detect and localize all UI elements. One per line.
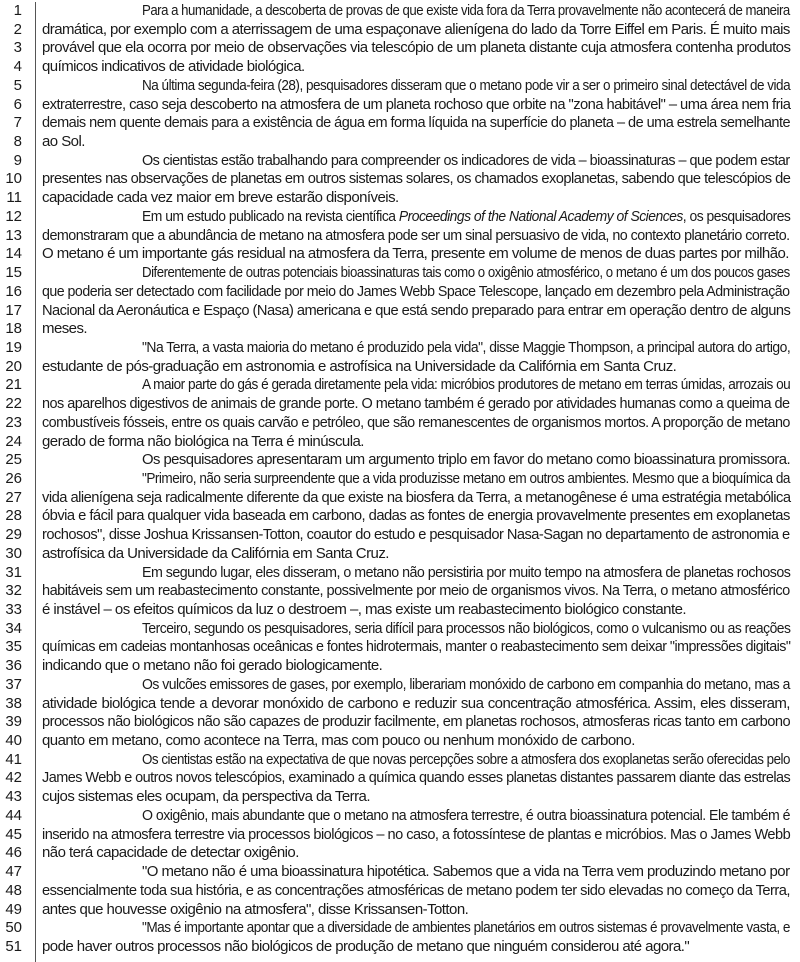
line-text bbox=[142, 208, 790, 227]
line-number: 39 bbox=[5, 713, 22, 731]
line-number: 19 bbox=[5, 338, 22, 356]
line-number: 51 bbox=[5, 937, 22, 955]
line-text: gerado de forma não biológica na Terra é minúscula. bbox=[42, 432, 364, 450]
text-line bbox=[0, 208, 800, 227]
text-line bbox=[0, 245, 800, 264]
line-number: 22 bbox=[5, 395, 22, 413]
line-text: extraterrestre, caso seja descoberto na atmosfera de um planeta rochoso que orbite na "zona habitável" – uma área nem fria bbox=[42, 95, 791, 113]
line-number: 7 bbox=[13, 114, 22, 132]
line-text: "Na Terra, a vasta maioria do metano é produzido pela vida", disse Maggie Thompson, a principal autora do artigo, bbox=[142, 338, 791, 356]
line-number: 12 bbox=[5, 207, 22, 225]
text-line bbox=[0, 526, 800, 545]
line-text: O oxigênio, mais abundante que o metano na atmosfera terrestre, é outra bioassinatura potencial. Ele também é bbox=[142, 806, 790, 824]
text-line bbox=[0, 732, 800, 751]
line-number: 49 bbox=[5, 900, 22, 918]
text-line bbox=[0, 938, 800, 957]
journal-title: Proceedings of the National Academy of Sciences bbox=[398, 207, 683, 225]
text-line bbox=[0, 227, 800, 246]
text-line bbox=[0, 620, 800, 639]
line-text: presentes nas observações de planetas em outros sistemas solares, os chamados exoplanetas, sabendo que telescópios de bbox=[42, 170, 791, 188]
line-number: 36 bbox=[5, 657, 22, 675]
line-text: O metano é um importante gás residual na atmosfera da Terra, presente em volume de menos de duas partes por milhão. bbox=[42, 245, 789, 263]
line-number: 21 bbox=[5, 376, 22, 394]
line-text: demonstraram que a abundância de metano na atmosfera pode ser um sinal persuasivo de vida, no contexto planetário correto. bbox=[42, 226, 790, 244]
line-number: 40 bbox=[5, 732, 22, 750]
line-text: essencialmente toda sua história, e as concentrações atmosféricas de metano podem ter sido elevadas no começo da Terra, bbox=[42, 881, 790, 899]
line-number: 25 bbox=[5, 451, 22, 469]
line-text: químicos indicativos de atividade biológica. bbox=[42, 58, 305, 76]
line-text: Na última segunda-feira (28), pesquisadores disseram que o metano pode vir a ser o primeiro sinal detectável de vida bbox=[142, 76, 791, 94]
line-number: 42 bbox=[5, 769, 22, 787]
line-text: processos não biológicos não são capazes de produzir facilmente, em planetas rochosos, atmosferas ricas tanto em carbono bbox=[42, 713, 791, 731]
line-number: 5 bbox=[13, 76, 22, 94]
line-text: Os cientistas estão trabalhando para compreender os indicadores de vida – bioassinaturas – que podem estar bbox=[142, 151, 790, 169]
line-number: 24 bbox=[5, 432, 22, 450]
text-line bbox=[0, 451, 800, 470]
text-line bbox=[0, 713, 800, 732]
text-line bbox=[0, 807, 800, 826]
line-text: atividade biológica tende a devorar monóxido de carbono e reduzir sua concentração atmosférica. Assim, eles disseram, bbox=[42, 694, 790, 712]
line-number: 11 bbox=[6, 189, 22, 207]
text-line bbox=[0, 152, 800, 171]
line-text: capacidade cada vez maior em breve estarão disponíveis. bbox=[42, 189, 399, 207]
line-text: provável que ela ocorra por meio de observações via telescópio de um planeta distante cuja atmosfera contenha produtos bbox=[42, 39, 791, 57]
text-line bbox=[0, 170, 800, 189]
line-number: 29 bbox=[5, 526, 22, 544]
line-number: 45 bbox=[5, 825, 22, 843]
line-text: quanto em metano, como acontece na Terra, mas com pouco ou nenhum monóxido de carbono. bbox=[42, 732, 635, 750]
line-text: dramática, por exemplo com a aterrissagem de uma espaçonave alienígena do lado da Torre Eiffel em Paris. É muito mais bbox=[42, 20, 790, 38]
text-line bbox=[0, 826, 800, 845]
line-number: 48 bbox=[5, 881, 22, 899]
text-line bbox=[0, 39, 800, 58]
text-line bbox=[0, 264, 800, 283]
line-number: 8 bbox=[13, 133, 22, 151]
text-line bbox=[0, 58, 800, 77]
line-text: é instável – os efeitos químicos da luz o destroem –, mas existe um reabastecimento biológico constante. bbox=[42, 601, 686, 618]
line-number: 35 bbox=[5, 638, 22, 656]
line-number: 38 bbox=[5, 694, 22, 712]
line-text: inserido na atmosfera terrestre via processos biológicos – no caso, a fotossíntese de plantas e micróbios. Mas o James Webb bbox=[42, 825, 791, 843]
line-text: Os pesquisadores apresentaram um argumento triplo em favor do metano como bioassinatura promissora. bbox=[142, 451, 791, 469]
line-text: Os vulcões emissores de gases, por exemplo, liberariam monóxido de carbono em companhia do metano, mas a bbox=[142, 675, 790, 693]
text-line bbox=[0, 545, 800, 564]
line-number: 15 bbox=[5, 264, 22, 282]
line-number: 41 bbox=[5, 750, 22, 768]
line-number: 18 bbox=[5, 320, 22, 338]
text-line bbox=[0, 358, 800, 377]
text-line bbox=[0, 695, 800, 714]
text-line bbox=[0, 133, 800, 152]
text-line bbox=[0, 564, 800, 583]
line-text: James Webb e outros novos telescópios, examinado a química quando esses planetas distantes passarem diante das estrelas bbox=[42, 769, 791, 787]
line-text: antes que houvesse oxigênio na atmosfera", disse Krissansen-Totton. bbox=[42, 900, 469, 918]
text-line bbox=[0, 2, 800, 21]
line-number: 33 bbox=[5, 601, 22, 618]
line-number: 13 bbox=[5, 226, 22, 244]
line-number: 3 bbox=[13, 39, 22, 57]
text-line bbox=[0, 844, 800, 863]
line-number: 6 bbox=[13, 95, 22, 113]
line-text: "O metano não é uma bioassinatura hipotética. Sabemos que a vida na Terra vem produzindo metano por bbox=[142, 863, 790, 881]
line-number: 37 bbox=[5, 675, 22, 693]
line-number: 32 bbox=[5, 582, 22, 600]
line-text: cujos sistemas eles ocupam, da perspectiva da Terra. bbox=[42, 788, 370, 806]
line-text: vida alienígena seja radicalmente diferente da que existe na biosfera da Terra, a metanogênese é uma estratégia metabólica bbox=[42, 488, 791, 506]
line-text-part: , os pesquisadores bbox=[682, 207, 791, 225]
text-line bbox=[0, 189, 800, 208]
line-text: Para a humanidade, a descoberta de provas de que existe vida fora da Terra provavelmente não acontecerá de maneira bbox=[142, 2, 790, 19]
text-line bbox=[0, 320, 800, 339]
line-text: Terceiro, segundo os pesquisadores, seria difícil para processos não biológicos, como o vulcanismo ou as reações bbox=[142, 619, 791, 637]
line-text: químicas em cadeias montanhosas oceânicas e fontes hidrotermais, manter o reabastecimento sem deixar "impressões digitais" bbox=[42, 638, 791, 656]
line-text: Em segundo lugar, eles disseram, o metano não persistiria por muito tempo na atmosfera de planetas rochosos bbox=[142, 563, 791, 581]
line-text: que poderia ser detectado com facilidade por meio do James Webb Space Telescope, lançado em dezembro pela Administração bbox=[42, 282, 790, 300]
line-text: habitáveis sem um reabastecimento constante, possivelmente por meio de organismos vivos. Na Terra, o metano atmosférico bbox=[42, 582, 790, 600]
line-number: 1 bbox=[13, 2, 22, 19]
line-number: 2 bbox=[13, 20, 22, 38]
line-text: demais nem quente demais para a existência de água em forma líquida na superfície do planeta – de uma estrela semelhante bbox=[42, 114, 791, 132]
line-number: 26 bbox=[5, 469, 22, 487]
text-line bbox=[0, 21, 800, 40]
line-number: 10 bbox=[5, 170, 22, 188]
line-number: 47 bbox=[5, 863, 22, 881]
text-line bbox=[0, 769, 800, 788]
line-text: Diferentemente de outras potenciais bioassinaturas tais como o oxigênio atmosférico, o metano é um dos poucos gases bbox=[142, 264, 790, 282]
text-line bbox=[0, 882, 800, 901]
line-number: 28 bbox=[5, 507, 22, 525]
text-line bbox=[0, 283, 800, 302]
line-number: 46 bbox=[5, 844, 22, 862]
line-number: 44 bbox=[5, 806, 22, 824]
text-line bbox=[0, 657, 800, 676]
text-line bbox=[0, 582, 800, 601]
line-text: rochosos", disse Joshua Krissansen-Totton, coautor do estudo e pesquisador Nasa-Sagan no departamento de astronomia e bbox=[42, 526, 790, 544]
text-line bbox=[0, 919, 800, 938]
text-line bbox=[0, 489, 800, 508]
text-line bbox=[0, 433, 800, 452]
text-line bbox=[0, 414, 800, 433]
line-text: nos aparelhos digestivos de animais de grande porte. O metano também é gerado por atividades humanas como a queima de bbox=[42, 395, 790, 413]
text-line bbox=[0, 96, 800, 115]
line-number: 9 bbox=[13, 151, 22, 169]
text-line bbox=[0, 114, 800, 133]
text-line bbox=[0, 788, 800, 807]
text-line bbox=[0, 676, 800, 695]
line-number: 17 bbox=[5, 301, 22, 319]
line-text: "Primeiro, não seria surpreendente que a vida produzisse metano em outros ambientes. Mesmo que a bioquímica da bbox=[142, 469, 790, 487]
line-text: "Mas é importante apontar que a diversidade de ambientes planetários em outros sistemas é provavelmente vasta, e bbox=[142, 919, 790, 937]
line-text: Nacional da Aeronáutica e Espaço (Nasa) americana e que está sendo preparado para entrar em operação dentro de alguns bbox=[42, 301, 791, 319]
text-line bbox=[0, 395, 800, 414]
line-text: óbvia e fácil para qualquer vida baseada em carbono, dadas as fontes de energia provavelmente presentes em exoplanetas bbox=[42, 507, 790, 525]
line-text: não terá capacidade de detectar oxigênio. bbox=[42, 844, 299, 862]
line-number: 34 bbox=[5, 619, 22, 637]
text-line bbox=[0, 863, 800, 882]
text-line bbox=[0, 507, 800, 526]
text-line bbox=[0, 601, 800, 620]
line-text: pode haver outros processos não biológicos de produção de metano que ninguém considerou até agora." bbox=[42, 937, 690, 955]
numbered-text-body bbox=[0, 2, 800, 957]
line-number: 4 bbox=[13, 58, 22, 76]
text-line bbox=[0, 302, 800, 321]
line-text: A maior parte do gás é gerada diretamente pela vida: micróbios produtores de metano em terras úmidas, arrozais ou bbox=[142, 376, 791, 394]
text-line bbox=[0, 751, 800, 770]
line-text: estudante de pós-graduação em astronomia e astrofísica na Universidade da Califórnia em Santa Cruz. bbox=[42, 357, 677, 375]
text-line bbox=[0, 77, 800, 96]
line-number: 31 bbox=[5, 563, 22, 581]
line-text: Os cientistas estão na expectativa de que novas percepções sobre a atmosfera dos exoplanetas serão oferecidas pelo bbox=[142, 750, 790, 768]
line-text: ao Sol. bbox=[42, 133, 85, 151]
text-line bbox=[0, 339, 800, 358]
text-line bbox=[0, 470, 800, 489]
line-text-part: Em um estudo publicado na revista científica bbox=[142, 207, 399, 225]
line-number: 14 bbox=[5, 245, 22, 263]
line-text: meses. bbox=[42, 320, 88, 338]
line-number: 23 bbox=[5, 413, 22, 431]
line-number: 43 bbox=[5, 788, 22, 806]
line-number: 50 bbox=[5, 919, 22, 937]
line-number: 30 bbox=[5, 544, 22, 562]
text-line bbox=[0, 901, 800, 920]
line-number: 27 bbox=[5, 488, 22, 506]
document-page bbox=[0, 2, 800, 957]
line-text: indicando que o metano não foi gerado biologicamente. bbox=[42, 657, 383, 675]
line-number: 16 bbox=[5, 282, 22, 300]
line-text: combustíveis fósseis, entre os quais carvão e petróleo, que são remanescentes de organismos mortos. A proporção de metano bbox=[42, 413, 790, 431]
text-line bbox=[0, 638, 800, 657]
line-text: astrofísica da Universidade da Califórnia em Santa Cruz. bbox=[42, 544, 389, 562]
line-number: 20 bbox=[5, 357, 22, 375]
text-line bbox=[0, 376, 800, 395]
